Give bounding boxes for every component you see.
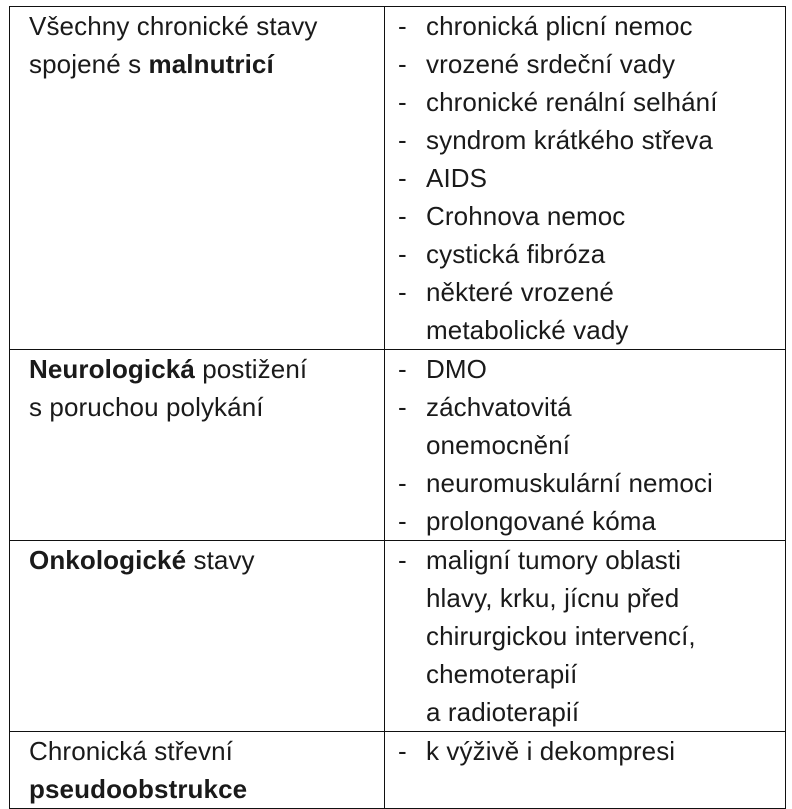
condition-text: chronická plicní nemoc — [426, 11, 693, 41]
condition-text: k výživě i dekompresi — [426, 736, 676, 766]
list-dash: - — [398, 506, 407, 536]
condition-item — [398, 350, 785, 388]
category-line — [29, 7, 384, 45]
condition-item — [398, 197, 785, 235]
list-dash: - — [398, 49, 407, 79]
category-emphasis: Onkologické — [29, 545, 187, 575]
conditions-cell — [385, 7, 786, 350]
condition-text: AIDS — [426, 163, 488, 193]
condition-text: DMO — [426, 354, 487, 384]
condition-item — [398, 541, 785, 579]
condition-text: cystická fibróza — [426, 239, 606, 269]
condition-item — [398, 732, 785, 770]
condition-item — [398, 7, 785, 45]
category-emphasis: malnutricí — [148, 49, 274, 79]
condition-item — [398, 273, 785, 311]
category-text: Chronická střevní — [29, 736, 233, 766]
list-dash: - — [398, 239, 407, 269]
category-text: spojené s — [29, 49, 149, 79]
condition-text: onemocnění — [426, 430, 571, 460]
condition-item — [398, 235, 785, 273]
list-dash: - — [398, 354, 407, 384]
list-dash: - — [398, 736, 407, 766]
conditions-cell — [385, 350, 786, 541]
condition-text: vrozené srdeční vady — [426, 49, 676, 79]
condition-text: záchvatovitá — [426, 392, 572, 422]
condition-text: chronické renální selhání — [426, 87, 718, 117]
condition-text: některé vrozené — [426, 277, 614, 307]
condition-item-continuation — [398, 693, 785, 731]
condition-item-continuation — [398, 311, 785, 349]
list-dash: - — [398, 201, 407, 231]
table-row — [10, 350, 786, 541]
category-emphasis: Neurologická — [29, 354, 195, 384]
category-emphasis: pseudoobstrukce — [29, 774, 248, 804]
condition-item — [398, 121, 785, 159]
category-cell — [10, 541, 385, 732]
category-line — [29, 388, 384, 426]
category-text: stavy — [186, 545, 255, 575]
condition-text: Crohnova nemoc — [426, 201, 626, 231]
category-line — [29, 45, 384, 83]
condition-text: prolongované kóma — [426, 506, 657, 536]
condition-item — [398, 83, 785, 121]
condition-text: syndrom krátkého střeva — [426, 125, 713, 155]
condition-text: neuromuskulární nemoci — [426, 468, 713, 498]
category-cell — [10, 732, 385, 809]
table-row — [10, 541, 786, 732]
condition-text: chemoterapií — [426, 659, 578, 689]
condition-item-continuation — [398, 655, 785, 693]
condition-item — [398, 45, 785, 83]
list-dash: - — [398, 392, 407, 422]
table-row — [10, 732, 786, 809]
list-dash: - — [398, 468, 407, 498]
category-text: Všechny chronické stavy — [29, 11, 318, 41]
category-text: s poruchou polykání — [29, 392, 264, 422]
table-row — [10, 7, 786, 350]
category-line — [29, 350, 384, 388]
list-dash: - — [398, 545, 407, 575]
category-line — [29, 541, 384, 579]
condition-item-continuation — [398, 579, 785, 617]
list-dash: - — [398, 11, 407, 41]
condition-text: metabolické vady — [426, 315, 629, 345]
indications-table — [9, 6, 786, 809]
condition-text: maligní tumory oblasti — [426, 545, 682, 575]
condition-item-continuation — [398, 426, 785, 464]
conditions-cell — [385, 541, 786, 732]
category-cell — [10, 7, 385, 350]
category-line — [29, 770, 384, 808]
condition-text: chirurgickou intervencí, — [426, 621, 696, 651]
category-line — [29, 732, 384, 770]
category-text: postižení — [194, 354, 308, 384]
condition-text: hlavy, krku, jícnu před — [426, 583, 680, 613]
category-cell — [10, 350, 385, 541]
condition-item-continuation — [398, 617, 785, 655]
condition-text: a radioterapií — [426, 697, 580, 727]
condition-item — [398, 502, 785, 540]
condition-item — [398, 464, 785, 502]
list-dash: - — [398, 163, 407, 193]
list-dash: - — [398, 87, 407, 117]
list-dash: - — [398, 277, 407, 307]
list-dash: - — [398, 125, 407, 155]
conditions-cell — [385, 732, 786, 809]
condition-item — [398, 388, 785, 426]
condition-item — [398, 159, 785, 197]
